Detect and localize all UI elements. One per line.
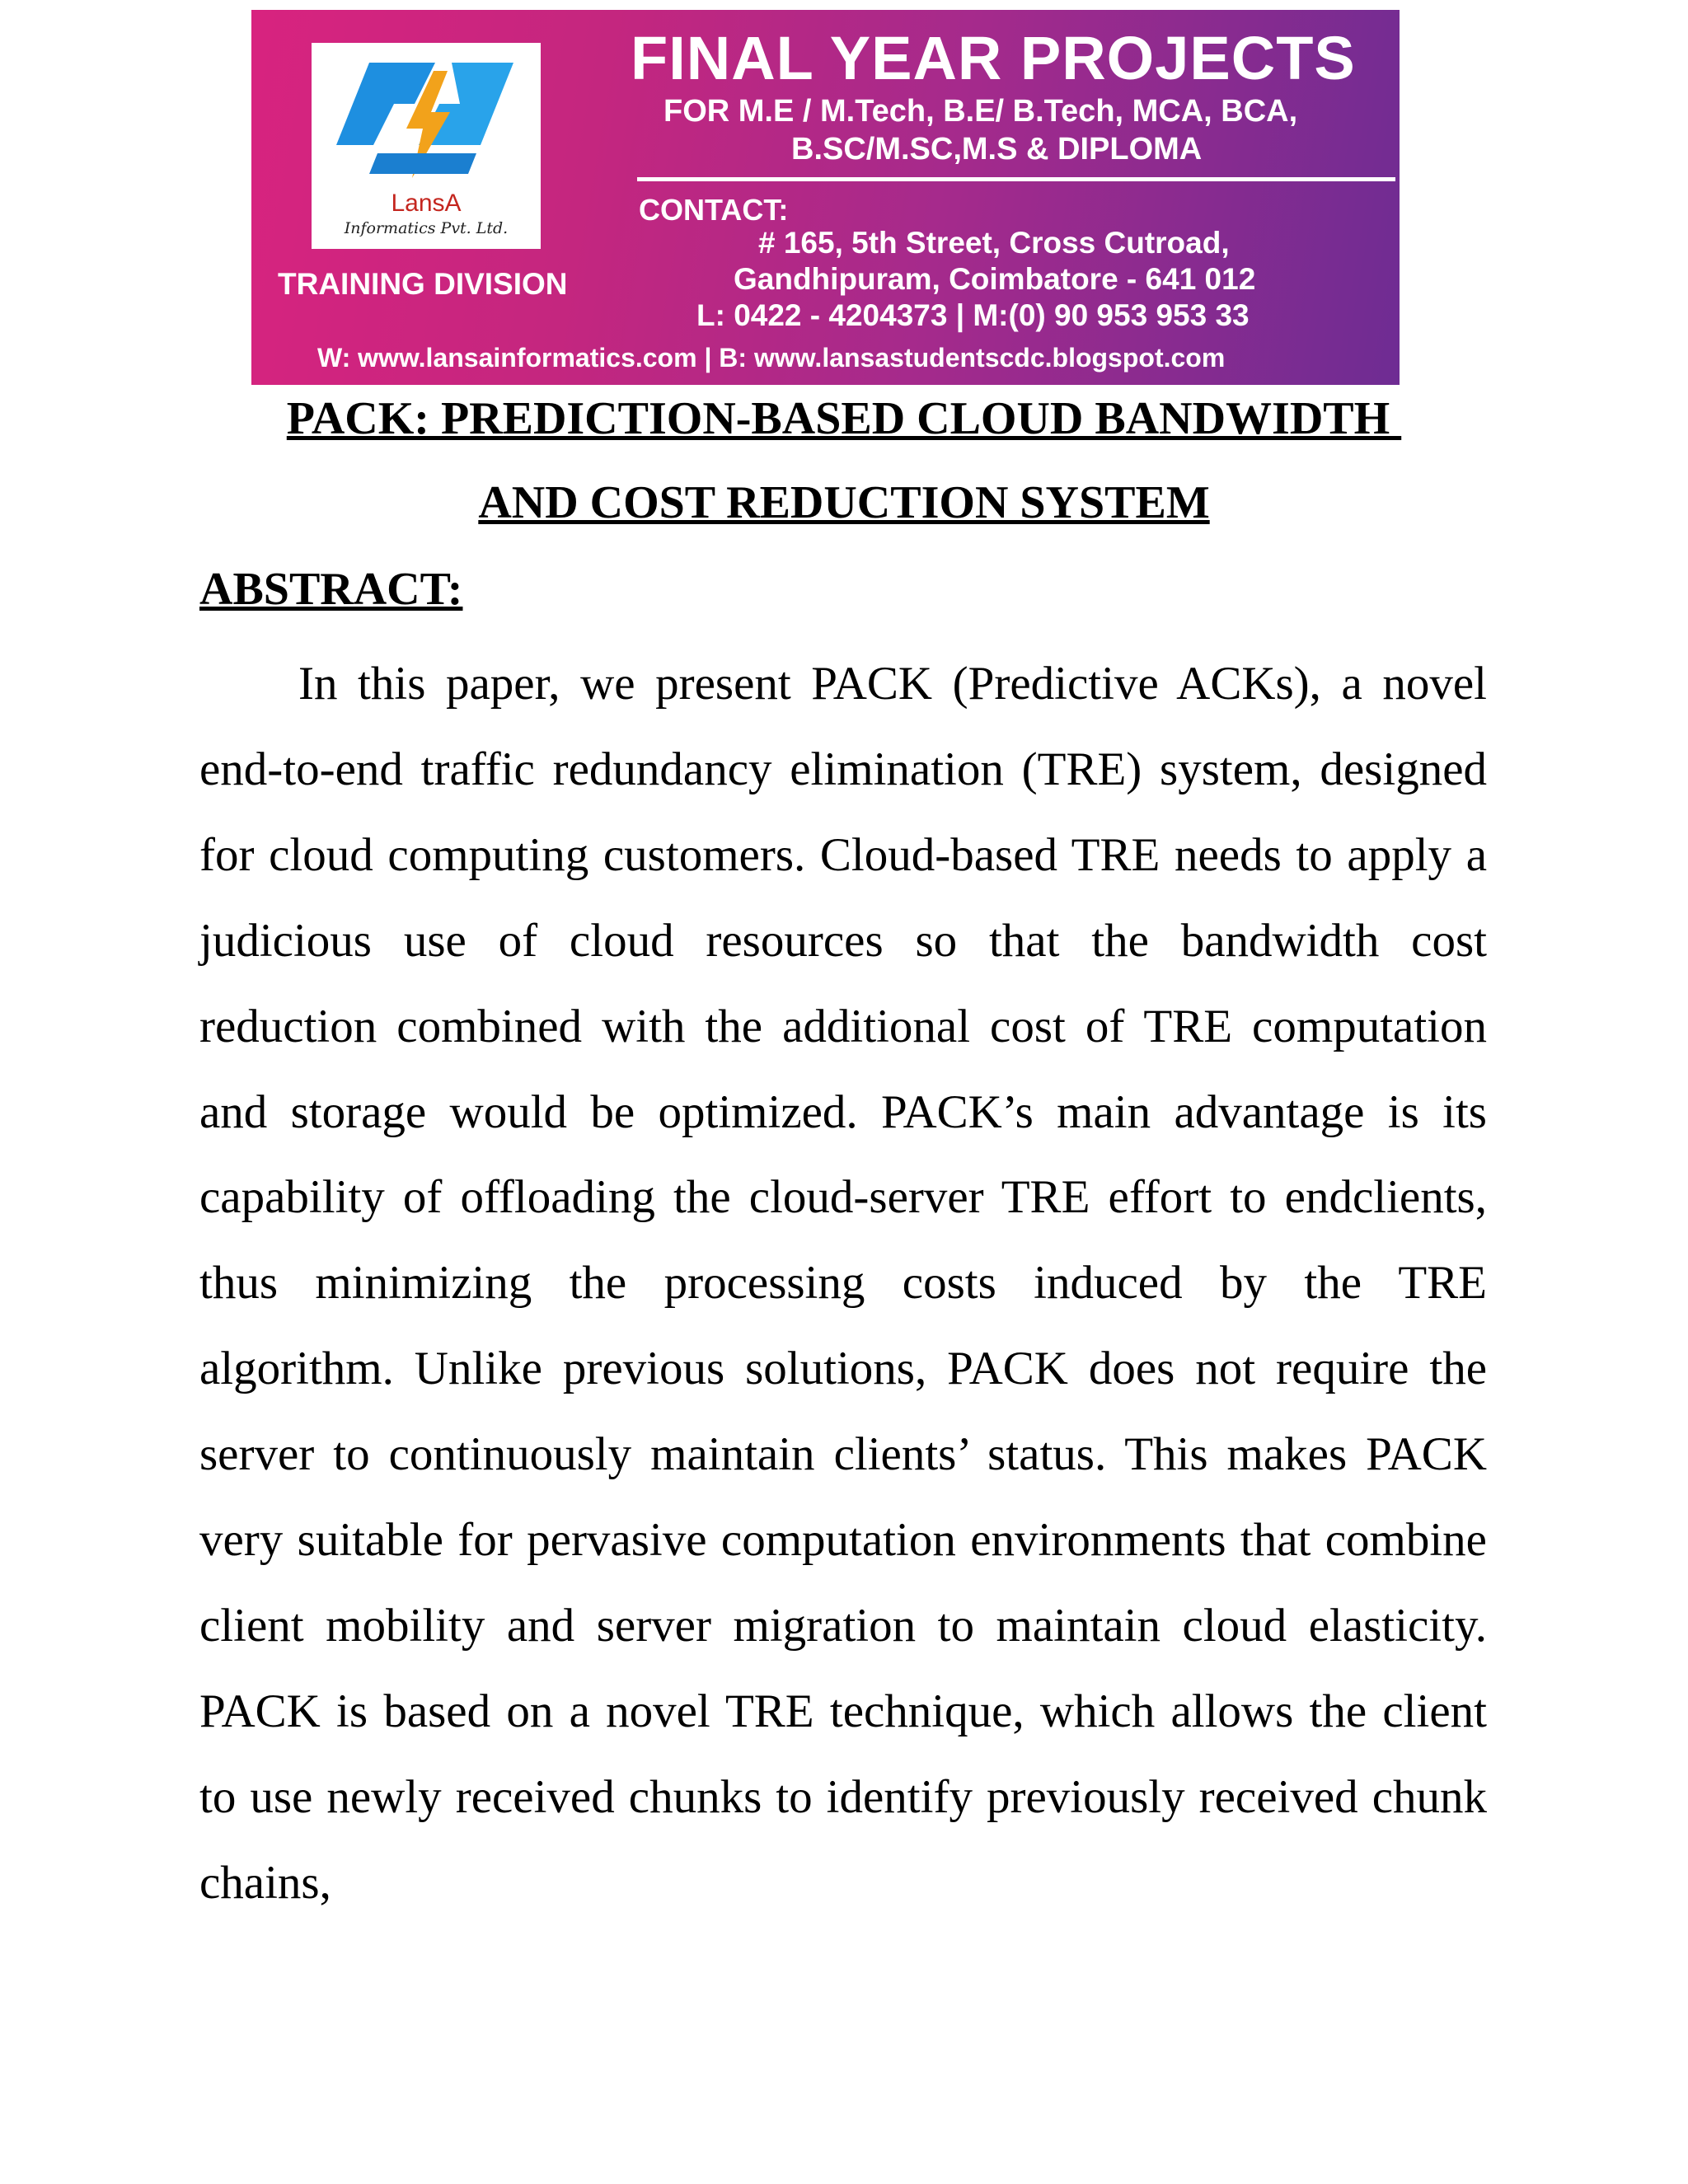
- document-title-line-1: PACK: PREDICTION-BASED CLOUD BANDWIDTH: [286, 393, 1402, 444]
- address-line-1: # 165, 5th Street, Cross Cutroad,: [758, 226, 1230, 260]
- abstract-paragraph: In this paper, we present PACK (Predictive ACKs), a novel end-to-end traffic redundancy elimination (TRE) system, designed for cloud computing customers. Cloud-based TRE needs to apply a judicious use of cloud resources so that the bandwidth cost reduction combined with the additional cost of TRE computation and storage would be optimized. PACK’s main advantage is its capability of offloading the cloud-server TRE effort to endclients, thus minimizing the processing costs induced by the TRE algorithm. Unlike previous solutions, PACK does not require the server to continuously maintain clients’ status. This makes PACK very suitable for pervasive computation environments that combine client mobility and server migration to maintain cloud elasticity. PACK is based on a novel TRE technique, which allows the client to use newly received chunks to identify previously received chunk chains,: [199, 658, 1487, 1909]
- courses-line-1: FOR M.E / M.Tech, B.E/ B.Tech, MCA, BCA,: [663, 94, 1298, 129]
- header-banner: [251, 10, 1400, 385]
- banner-title: FINAL YEAR PROJECTS: [631, 24, 1356, 92]
- address-line-2: Gandhipuram, Coimbatore - 641 012: [734, 262, 1256, 296]
- document-title-line-2: AND COST REDUCTION SYSTEM: [478, 477, 1210, 528]
- training-division-label: TRAINING DIVISION: [278, 267, 568, 301]
- banner-divider: [637, 177, 1395, 181]
- logo-name: LansA: [391, 190, 462, 217]
- contact-label: CONTACT:: [639, 193, 789, 227]
- lansa-logo-icon: [336, 54, 516, 186]
- courses-line-2: B.SC/M.SC,M.S & DIPLOMA: [791, 132, 1203, 166]
- company-logo: [312, 43, 541, 249]
- logo-subtitle: Informatics Pvt. Ltd.: [344, 219, 509, 237]
- phone-line: L: 0422 - 4204373 | M:(0) 90 953 953 33: [696, 298, 1250, 332]
- web-line: W: www.lansainformatics.com | B: www.lansastudentscdc.blogspot.com: [317, 343, 1226, 373]
- abstract-heading: ABSTRACT:: [199, 564, 463, 615]
